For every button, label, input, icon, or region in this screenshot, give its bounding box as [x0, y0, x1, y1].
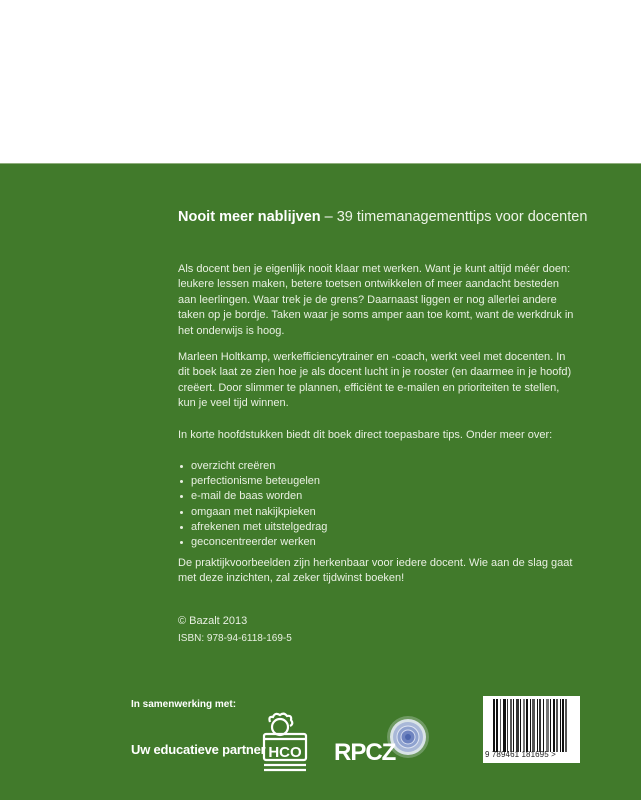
rpcz-wordmark: RPCZ [334, 739, 396, 766]
blurb-paragraph-3: In korte hoofdstukken biedt dit boek direct toepasbare tips. Onder meer over: [178, 429, 553, 441]
blurb-paragraph-2: Marleen Holtkamp, werkefficiencytrainer en -coach, werkt veel met docenten. In dit boek laat ze zien hoe je als docent lucht in je rooster (en daarmee in je hoofd) creëert. Door slimmer te plannen, efficiënt te e-mailen en prioriteiten te stellen, kun je veel tijd winnen. [178, 351, 572, 410]
top-blank-area [0, 0, 641, 163]
partners-label: In samenwerking met: [131, 699, 237, 710]
title-bold: Nooit meer nablijven [178, 209, 321, 225]
book-title [178, 209, 598, 226]
hco-logo [262, 712, 312, 774]
barcode-number: 9 789461 181695 > [485, 750, 556, 759]
list-item: omgaan met nakijkpieken [178, 505, 327, 520]
isbn-text: ISBN: 978-94-6118-169-5 [178, 633, 292, 644]
hco-tagline: Uw educatieve partner [131, 742, 266, 757]
title-dash: – [324, 209, 333, 225]
topics-list [178, 459, 327, 550]
barcode-bars [493, 699, 571, 752]
list-item: overzicht creëren [178, 459, 327, 474]
blurb-paragraph-4: De praktijkvoorbeelden zijn herkenbaar voor iedere docent. Wie aan de slag gaat met deze inzichten, zal zeker tijdwinst boeken! [178, 557, 573, 585]
svg-text:HCO: HCO [268, 744, 302, 761]
title-subtitle: 39 timemanagementtips voor docenten [336, 209, 588, 225]
isbn-barcode [483, 696, 580, 763]
list-item: geconcentreerder werken [178, 535, 327, 550]
rpcz-logo [334, 715, 434, 775]
list-item: afrekenen met uitstelgedrag [178, 520, 327, 535]
list-item: e-mail de baas worden [178, 489, 327, 504]
copyright-notice: © Bazalt 2013 [178, 615, 248, 627]
hco-logo-icon [262, 712, 312, 774]
blurb-paragraph-1: Als docent ben je eigenlijk nooit klaar met werken. Want je kunt altijd méér doen: leukere lessen maken, betere toetsen ontwikkelen of meer aandacht besteden aan leerlingen. Waar trek je de grens? Daarnaast liggen er nog allerlei andere taken op je bordje. Taken waar je soms amper aan toe komt, want de werkdruk in het onderwijs is hoog. [178, 263, 574, 337]
list-item: perfectionisme beteugelen [178, 474, 327, 489]
